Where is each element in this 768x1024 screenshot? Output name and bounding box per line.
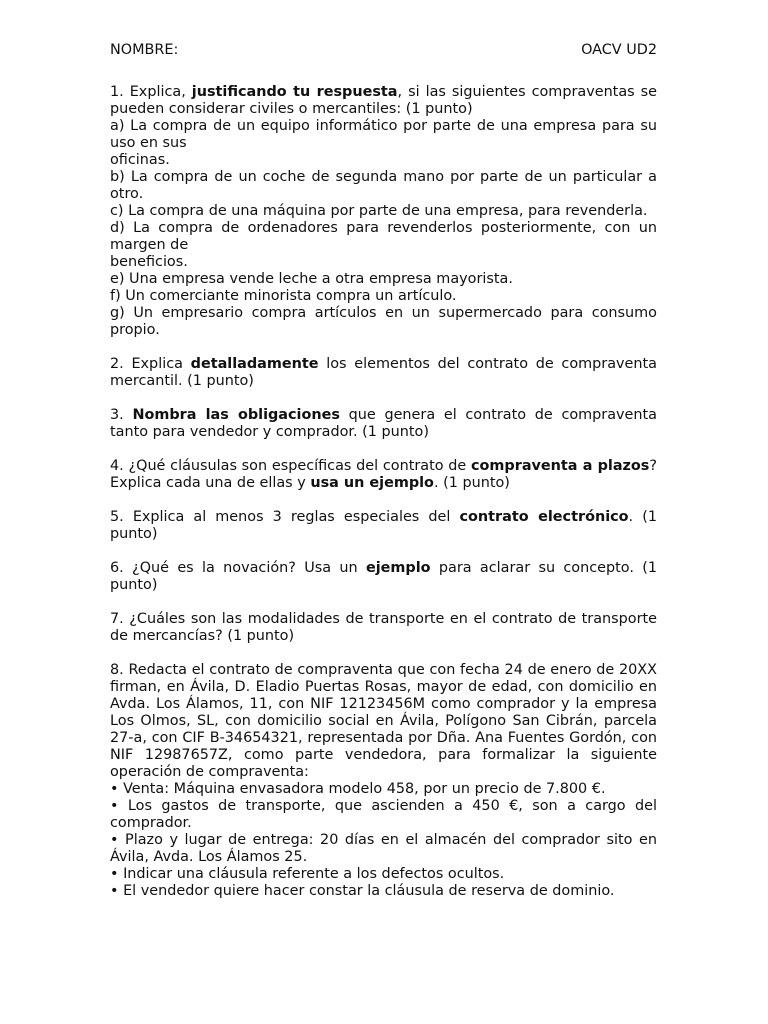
q4-bold-2: usa un ejemplo (310, 475, 434, 491)
q6-bold-1: ejemplo (365, 560, 431, 576)
option-f: f) Un comerciante minorista compra un artículo. (110, 288, 457, 304)
q4-text-3: . (1 punto) (433, 475, 510, 491)
option-b: b) La compra de un coche de segunda mano por parte de un particular a otro. (110, 169, 657, 202)
question-8-stem: 8. Redacta el contrato de compraventa que con fecha 24 de enero de 20XX firman, en Ávila, D. Eladio Puertas Rosas, mayor de edad, con domicilio en Avda. Los Álamos, 11, con NIF 12123456M como comprador y la empresa Los Olmos, SL, con domicilio social en Ávila, Polígono San Cibrán, parcela 27-a, con CIF B-34654321, representada por Dña. Ana Fuentes Gordón, con NIF 12987657Z, como parte vendedora, para formalizar la siguiente operación de compraventa: (110, 662, 657, 780)
question-2 (110, 356, 657, 390)
q5-text-2: . (1 punto) (110, 509, 657, 542)
q4-text-2: ? Explica cada una de ellas y (110, 458, 657, 491)
bullet-item: • El vendedor quiere hacer constar la cláusula de reserva de dominio. (110, 883, 615, 899)
header (110, 42, 657, 59)
question-3-text (110, 407, 657, 441)
bullet-item: • Indicar una cláusula referente a los defectos ocultos. (110, 866, 505, 882)
q5-bold-1: contrato electrónico (459, 509, 629, 525)
question-5 (110, 509, 657, 543)
question-5-text (110, 509, 657, 543)
q5-text-1: 5. Explica al menos 3 reglas especiales del (110, 509, 460, 525)
q3-bold-1: Nombra las obligaciones (132, 407, 340, 423)
name-label: NOMBRE: (110, 42, 179, 58)
question-1 (110, 84, 657, 339)
q2-bold-1: detalladamente (190, 356, 319, 372)
question-6 (110, 560, 657, 594)
option-a-line-2: oficinas. (110, 152, 170, 168)
option-a-line-1: a) La compra de un equipo informático por parte de una empresa para su uso en sus (110, 118, 657, 151)
question-6-text (110, 560, 657, 594)
course-code: OACV UD2 (581, 42, 657, 58)
question-7-text: 7. ¿Cuáles son las modalidades de transporte en el contrato de transporte de mercancías? (1 punto) (110, 611, 657, 644)
question-4-text (110, 458, 657, 492)
option-d-line-2: beneficios. (110, 254, 188, 270)
bullet-item: • Los gastos de transporte, que ascienden a 450 €, son a cargo del comprador. (110, 798, 657, 831)
option-d-line-1: d) La compra de ordenadores para revenderlos posteriormente, con un margen de (110, 220, 657, 253)
q4-bold-1: compraventa a plazos (471, 458, 650, 474)
question-4 (110, 458, 657, 492)
question-8 (110, 662, 657, 900)
q1-text-2: , si las siguientes compraventas se pueden considerar civiles o mercantiles: (1 punto) (110, 84, 657, 117)
q6-text-2: para aclarar su concepto. (1 punto) (110, 560, 657, 593)
q1-text-1: 1. Explica, (110, 84, 192, 100)
question-7 (110, 611, 657, 645)
question-1-stem (110, 84, 657, 118)
q3-text-2: que genera el contrato de compraventa tanto para vendedor y comprador. (1 punto) (110, 407, 657, 440)
option-e: e) Una empresa vende leche a otra empresa mayorista. (110, 271, 513, 287)
q4-text-1: 4. ¿Qué cláusulas son específicas del contrato de (110, 458, 472, 474)
question-3 (110, 407, 657, 441)
bullet-item: • Venta: Máquina envasadora modelo 458, por un precio de 7.800 €. (110, 781, 606, 797)
q6-text-1: 6. ¿Qué es la novación? Usa un (110, 560, 366, 576)
option-c: c) La compra de una máquina por parte de una empresa, para revenderla. (110, 203, 648, 219)
bullet-item: • Plazo y lugar de entrega: 20 días en el almacén del comprador sito en Ávila, Avda. Los Álamos 25. (110, 832, 657, 865)
q2-text-1: 2. Explica (110, 356, 191, 372)
q1-bold-1: justificando tu respuesta (191, 84, 398, 100)
question-2-text (110, 356, 657, 390)
document-page (110, 42, 657, 917)
q3-text-1: 3. (110, 407, 133, 423)
q2-text-2: los elementos del contrato de compraventa mercantil. (1 punto) (110, 356, 657, 389)
option-g: g) Un empresario compra artículos en un supermercado para consumo propio. (110, 305, 657, 338)
